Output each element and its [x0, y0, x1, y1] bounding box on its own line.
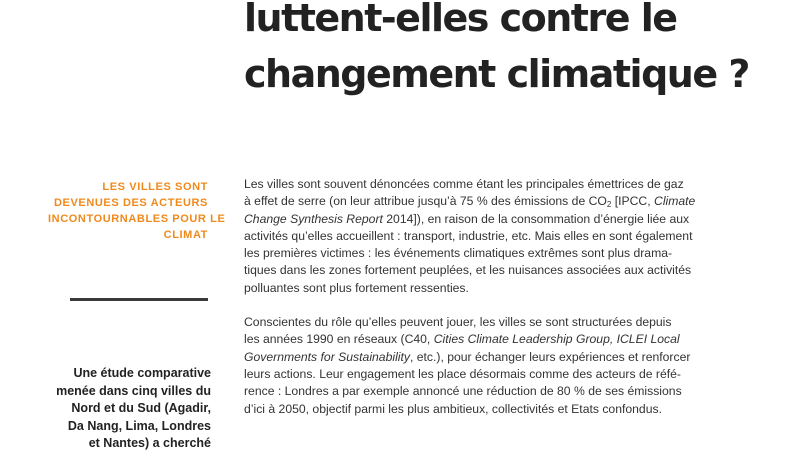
pull-quote-line-4: CLIMAT	[163, 229, 208, 241]
p1-line-3-text: 2014]), en raison de la consommation d’énergie liée aux	[382, 211, 690, 226]
p1-line-3	[244, 211, 714, 228]
sidebar-line-5: et Nantes) a cherché	[88, 436, 211, 450]
p2-line-3-text: , etc.), pour échanger leurs expériences et renforcer	[409, 349, 691, 364]
sidebar-line-1: Une étude comparative	[73, 366, 211, 380]
paragraph-1	[244, 176, 714, 297]
p1-line-2	[244, 193, 714, 210]
paragraph-2	[244, 314, 714, 418]
p1-report-title-start: Climate	[654, 194, 696, 209]
p2-line-3	[244, 349, 714, 366]
p1-line-2-text: à effet de serre (on leur attribue jusqu’à 75 % des émissions de CO	[244, 194, 607, 209]
p2-line-2	[244, 331, 714, 348]
co2-subscript: 2	[606, 200, 612, 210]
article-title	[244, 0, 784, 102]
pull-quote	[48, 179, 226, 243]
p1-line-2-citation: [IPCC,	[611, 194, 655, 209]
sidebar-line-4: Da Nang, Lima, Londres	[67, 418, 211, 433]
p1-line-6: tiques dans les zones fortement peuplées, et les nuisances associées aux activités	[244, 263, 692, 278]
title-line-2: changement climatique ?	[244, 52, 749, 96]
p1-line-7: polluantes sont plus fortement ressenties.	[244, 280, 469, 295]
p2-network-names: Cities Climate Leadership Group, ICLEI Local	[433, 332, 680, 347]
pull-quote-line-1: LES VILLES SONT	[102, 181, 208, 193]
p2-line-2-text: les années 1990 en réseaux (C40,	[244, 332, 434, 347]
p2-line-5: rence : Londres a par exemple annoncé une réduction de 80 % de ses émissions	[244, 384, 682, 399]
p1-line-1: Les villes sont souvent dénoncées comme étant les principales émettrices de gaz	[244, 177, 684, 191]
p1-line-5: les premières victimes : les événements climatiques extrêmes sont plus drama-	[244, 246, 673, 261]
p1-line-4: activités qu’elles accueillent : transport, industrie, etc. Mais elles en sont également	[244, 228, 693, 243]
sidebar-intro	[55, 365, 211, 453]
title-line-1: luttent-elles contre le	[244, 0, 677, 40]
article-body	[244, 176, 714, 418]
p2-line-6: d’ici à 2050, objectif parmi les plus ambitieux, collectivités et Etats confondus.	[244, 401, 662, 416]
pull-quote-line-3: INCONTOURNABLES POUR LE	[48, 213, 226, 225]
p1-report-title-end: Change Synthesis Report	[244, 211, 383, 226]
p2-line-4: leurs actions. Leur engagement les place désormais comme des acteurs de réfé-	[244, 366, 681, 381]
section-divider	[70, 298, 208, 301]
sidebar-line-2: menée dans cinq villes du	[56, 383, 211, 398]
p2-network-name-end: Governments for Sustainability	[244, 349, 410, 364]
p2-line-1: Conscientes du rôle qu’elles peuvent jouer, les villes se sont structurées depuis	[244, 315, 672, 330]
pull-quote-line-2: DEVENUES DES ACTEURS	[53, 197, 208, 209]
sidebar-line-3: Nord et du Sud (Agadir,	[71, 401, 211, 415]
